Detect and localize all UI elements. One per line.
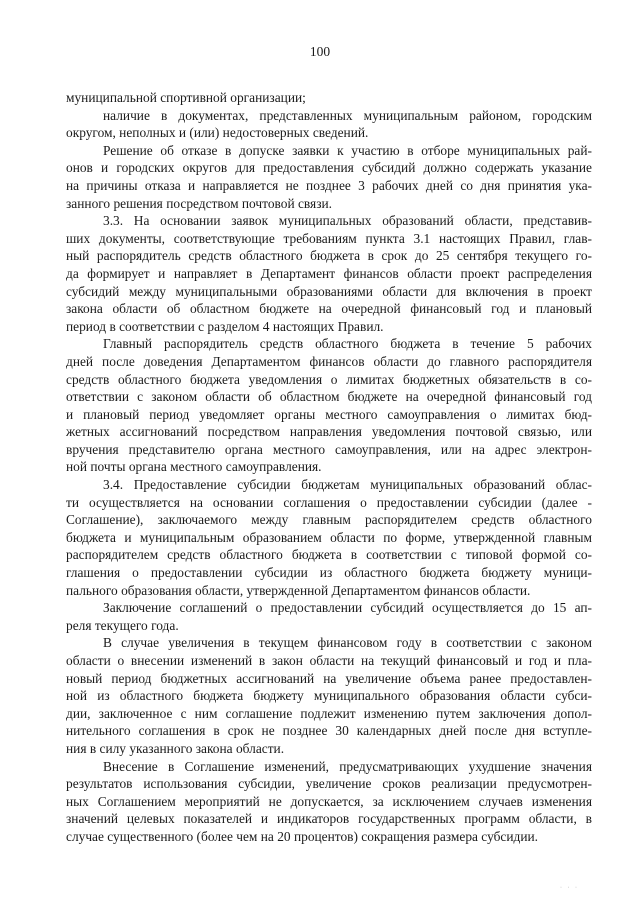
text-line: результатов использования субсидии, увеличение сроков реализации предусмотрен- [66, 776, 592, 792]
text-line: дней после доведения Департаментом финансов области до главного распорядителя [66, 353, 592, 369]
text-line: занного решения посредством почтовой связи. [66, 195, 333, 211]
text-line: ной из областного бюджета бюджету муниципального образования области субси- [66, 688, 592, 704]
text-line: ти осуществляется на основании соглашения о предоставлении субсидии (далее - [66, 494, 592, 510]
text-line: муниципальной спортивной организации; [66, 90, 306, 105]
text-line: ных Соглашением мероприятий не допускается, за исключением случаев изменения [66, 793, 592, 809]
text-line: области о внесении изменений в закон области на текущий финансовый и год и пла- [66, 653, 592, 668]
page-number: 100 [309, 44, 331, 59]
text-line: Главный распорядитель средств областного бюджета в течение 5 рабочих [103, 336, 592, 352]
text-line: дии, заключенное с ним соглашение подлежит изменению путем заключения допол- [66, 705, 592, 721]
text-line: 3.3. На основании заявок муниципальных образований области, представив- [103, 213, 592, 229]
text-line: нительного соглашения в срок не позднее 30 календарных дней после дня вступле- [66, 723, 592, 739]
text-line: ших документы, соответствующие требованиям пункта 3.1 настоящих Правил, глав- [66, 230, 592, 246]
text-line: наличие в документах, представленных муниципальным районом, городским [103, 107, 592, 123]
text-line: ный распорядитель средств областного бюджета в срок до 25 сентября текущего го- [66, 248, 592, 264]
text-line: закона области об областном бюджете на очередной финансовый год и плановый [66, 301, 592, 317]
text-line: онов и городских округов для предоставления субсидий должно содержать указание [66, 160, 592, 176]
text-line: округом, неполных и (или) недостоверных сведений. [66, 125, 369, 141]
document-body [66, 89, 592, 846]
text-line: новый период бюджетных ассигнований на увеличение объема ранее предоставлен- [66, 670, 592, 686]
text-line: вручения представителю органа местного самоуправления, или на адрес электрон- [66, 441, 592, 457]
text-line: ной почты органа местного самоуправления. [66, 459, 322, 475]
text-line: субсидий между муниципальными образованиями области для включения в проект [66, 283, 592, 299]
text-line: на причины отказа и направляется не позднее 3 рабочих дней со дня принятия ука- [66, 177, 592, 193]
scan-artifact: · · · [560, 885, 579, 891]
text-line: распорядителем средств областного бюджета в соответствии с типовой формой со- [66, 547, 592, 563]
text-line: Соглашение), заключаемого между главным распорядителем средств областного [66, 512, 592, 528]
text-line: глашения о предоставлении субсидии из областного бюджета бюджету муници- [66, 565, 592, 581]
text-line: средств областного бюджета уведомления о лимитах бюджетных обязательств в со- [66, 371, 592, 387]
text-line: и плановый период уведомляет органы местного самоуправления о лимитах бюд- [66, 406, 592, 422]
text-line: жетных ассигнований посредством направления уведомления почтовой связью, или [66, 424, 592, 440]
text-line: ответствии с законом области об областном бюджете на очередной финансовый год [66, 389, 592, 405]
text-line: Заключение соглашений о предоставлении субсидий осуществляется до 15 ап- [103, 600, 592, 616]
text-line: бюджета и муниципальным образованием области по форме, утвержденной главным [66, 529, 592, 545]
text-line: реля текущего года. [66, 617, 179, 633]
text-line: Решение об отказе в допуске заявки к участию в отборе муниципальных рай- [103, 142, 592, 158]
text-line: да формирует и направляет в Департамент финансов области проект распределения [66, 265, 592, 281]
text-line: пального образования области, утвержденной Департаментом финансов области. [66, 582, 531, 598]
text-line: 3.4. Предоставление субсидии бюджетам муниципальных образований облас- [103, 477, 592, 493]
text-line: период в соответствии с разделом 4 настоящих Правил. [66, 318, 384, 334]
text-line: случае существенного (более чем на 20 процентов) сокращения размера субсидии. [66, 828, 539, 844]
text-line: Внесение в Соглашение изменений, предусматривающих ухудшение значения [103, 758, 592, 774]
text-line: значений целевых показателей и индикаторов государственных программ области, в [66, 811, 592, 827]
text-line: В случае увеличения в текущем финансовом году в соответствии с законом [103, 635, 592, 651]
text-line: ния в силу указанного закона области. [66, 740, 285, 756]
